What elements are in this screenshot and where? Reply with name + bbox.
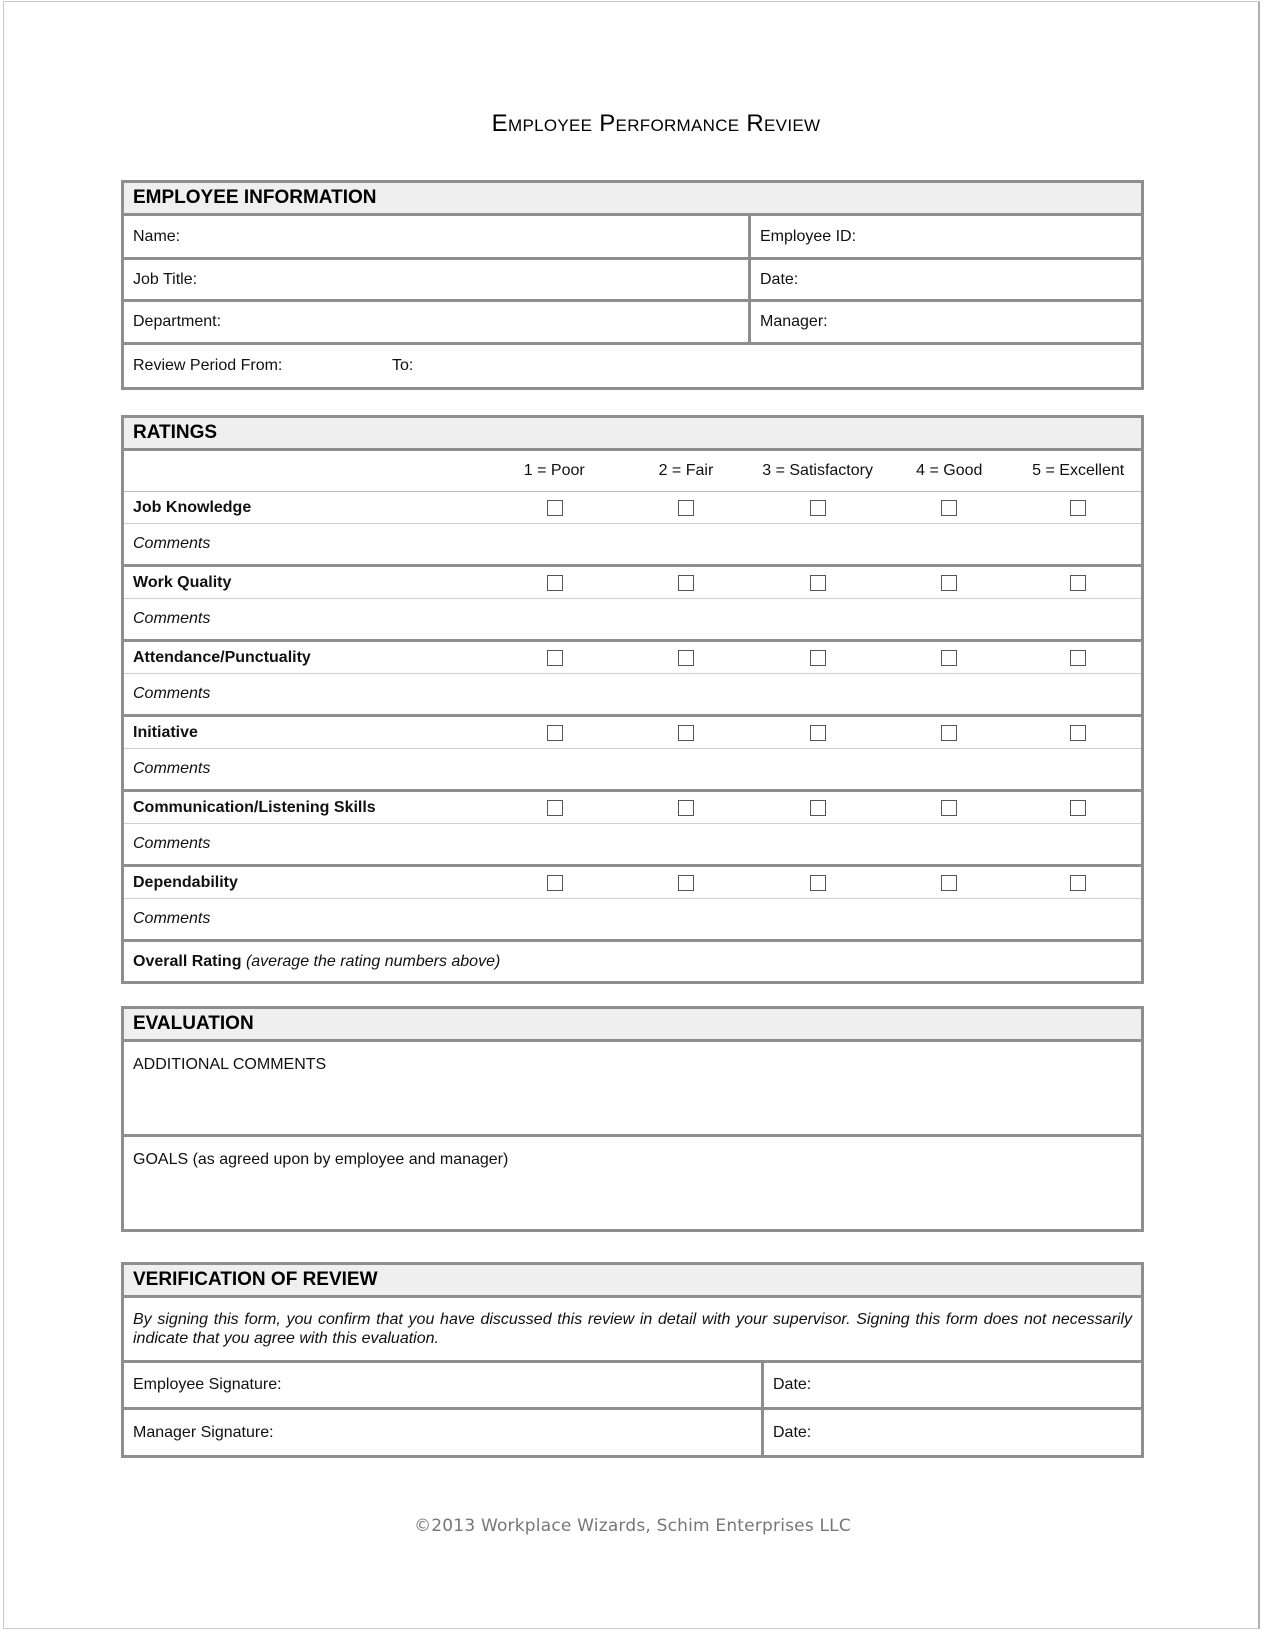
employee-signature-label: Employee Signature: <box>133 1376 282 1393</box>
rating-cell <box>752 500 883 516</box>
rating-cell <box>883 875 1015 891</box>
rating-cell <box>1015 875 1141 891</box>
rating-row <box>124 792 1141 824</box>
rating-cell <box>489 650 620 666</box>
goals-field[interactable] <box>124 1137 1141 1229</box>
comments-field[interactable]: Comments <box>124 749 1141 792</box>
rating-cell <box>620 800 752 816</box>
job-title-row <box>124 260 1141 302</box>
name-field[interactable] <box>124 216 748 257</box>
rating-scale-header <box>124 451 1141 492</box>
comments-field[interactable]: Comments <box>124 674 1141 717</box>
copyright-footer: ©2013 Workplace Wizards, Schim Enterprises LLC <box>414 1516 851 1536</box>
rating-checkbox-5[interactable] <box>1070 575 1086 591</box>
evaluation-heading: EVALUATION <box>124 1009 1141 1042</box>
goals-label: GOALS (as agreed upon by employee and manager) <box>133 1151 509 1168</box>
overall-rating-note: (average the rating numbers above) <box>245 953 501 970</box>
ratings-heading: RATINGS <box>124 418 1141 451</box>
job-title-field[interactable] <box>124 260 748 299</box>
criterion-label: Initiative <box>133 723 198 741</box>
rating-cell <box>1015 575 1141 591</box>
criterion-label: Attendance/Punctuality <box>133 648 311 666</box>
additional-comments-label: ADDITIONAL COMMENTS <box>133 1056 327 1073</box>
rating-cell <box>1015 500 1141 516</box>
rating-checkbox-4[interactable] <box>941 650 957 666</box>
manager-date-label: Date: <box>773 1423 812 1441</box>
review-period-to-label: To: <box>392 357 414 374</box>
rating-checkbox-2[interactable] <box>678 800 694 816</box>
comments-field[interactable]: Comments <box>124 899 1141 942</box>
manager-signature-field[interactable] <box>124 1410 761 1455</box>
rating-checkbox-5[interactable] <box>1070 500 1086 516</box>
name-label: Name: <box>133 227 181 245</box>
rating-cell <box>883 725 1015 741</box>
rating-checkbox-4[interactable] <box>941 725 957 741</box>
rating-checkbox-3[interactable] <box>810 800 826 816</box>
employee-date-field[interactable] <box>761 1363 1141 1407</box>
overall-rating-label: Overall Rating <box>133 953 242 970</box>
name-row <box>124 216 1141 260</box>
rating-checkbox-4[interactable] <box>941 575 957 591</box>
rating-checkbox-3[interactable] <box>810 725 826 741</box>
rating-row <box>124 717 1141 749</box>
department-row <box>124 302 1141 345</box>
rating-row <box>124 867 1141 899</box>
evaluation-section <box>121 1006 1144 1232</box>
rating-checkbox-4[interactable] <box>941 500 957 516</box>
rating-cell <box>489 500 620 516</box>
rating-checkbox-2[interactable] <box>678 500 694 516</box>
employee-information-heading: EMPLOYEE INFORMATION <box>124 183 1141 216</box>
scale-label-1: 1 = Poor <box>523 462 585 479</box>
criterion-label: Dependability <box>133 873 238 891</box>
rating-cell <box>752 650 883 666</box>
comments-field[interactable]: Comments <box>124 599 1141 642</box>
rating-checkbox-2[interactable] <box>678 650 694 666</box>
scale-label-3: 3 = Satisfactory <box>762 462 873 479</box>
employee-id-label: Employee ID: <box>760 227 857 245</box>
manager-date-field[interactable] <box>761 1410 1141 1455</box>
comments-field[interactable]: Comments <box>124 824 1141 867</box>
date-field[interactable] <box>748 260 1141 299</box>
rating-cell <box>1015 800 1141 816</box>
criterion-label: Job Knowledge <box>133 498 252 516</box>
employee-signature-row <box>124 1363 1141 1410</box>
review-period-from-label: Review Period From: <box>133 357 283 374</box>
rating-checkbox-3[interactable] <box>810 500 826 516</box>
rating-cell <box>620 500 752 516</box>
rating-cell <box>620 650 752 666</box>
rating-checkbox-1[interactable] <box>547 500 563 516</box>
rating-checkbox-1[interactable] <box>547 650 563 666</box>
rating-checkbox-5[interactable] <box>1070 650 1086 666</box>
rating-checkbox-2[interactable] <box>678 875 694 891</box>
rating-checkbox-1[interactable] <box>547 725 563 741</box>
additional-comments-field[interactable] <box>124 1042 1141 1137</box>
rating-checkbox-1[interactable] <box>547 875 563 891</box>
job-title-label: Job Title: <box>133 270 198 288</box>
rating-checkbox-5[interactable] <box>1070 800 1086 816</box>
rating-cell <box>883 500 1015 516</box>
rating-cell <box>752 725 883 741</box>
rating-cell <box>883 800 1015 816</box>
rating-cell <box>620 575 752 591</box>
verification-heading: VERIFICATION OF REVIEW <box>124 1265 1141 1298</box>
rating-cell <box>883 575 1015 591</box>
manager-signature-row <box>124 1410 1141 1455</box>
date-label: Date: <box>760 270 799 288</box>
rating-checkbox-1[interactable] <box>547 575 563 591</box>
rating-checkbox-5[interactable] <box>1070 875 1086 891</box>
rating-cell <box>620 875 752 891</box>
employee-information-section <box>121 180 1144 390</box>
rating-cell <box>489 875 620 891</box>
comments-field[interactable]: Comments <box>124 524 1141 567</box>
employee-date-label: Date: <box>773 1376 812 1393</box>
rating-cell <box>1015 725 1141 741</box>
rating-checkbox-4[interactable] <box>941 875 957 891</box>
manager-signature-label: Manager Signature: <box>133 1423 274 1441</box>
verification-statement: By signing this form, you confirm that you have discussed this review in detail with your supervisor. Signing this form does not necessarily indicate that you agree with this evaluation. <box>124 1298 1141 1363</box>
manager-label: Manager: <box>760 313 828 330</box>
employee-id-field[interactable] <box>748 216 1141 257</box>
rating-checkbox-2[interactable] <box>678 725 694 741</box>
rating-cell <box>883 650 1015 666</box>
rating-cell <box>752 875 883 891</box>
criterion-label: Communication/Listening Skills <box>133 798 376 816</box>
scale-label-5: 5 = Excellent <box>1032 462 1125 479</box>
rating-checkbox-1[interactable] <box>547 800 563 816</box>
department-field[interactable] <box>124 302 748 342</box>
review-period-from-field[interactable] <box>124 345 383 387</box>
rating-cell <box>489 800 620 816</box>
rating-cell <box>620 725 752 741</box>
verification-section <box>121 1262 1144 1458</box>
page-title: Employee Performance Review <box>491 110 821 137</box>
scale-label-2: 2 = Fair <box>658 462 714 479</box>
rating-checkbox-2[interactable] <box>678 575 694 591</box>
rating-cell <box>489 575 620 591</box>
rating-cell <box>1015 650 1141 666</box>
overall-rating-row[interactable] <box>124 942 1141 981</box>
criterion-label: Work Quality <box>133 573 232 591</box>
rating-row <box>124 492 1141 524</box>
manager-field[interactable] <box>748 302 1141 342</box>
employee-signature-field[interactable] <box>124 1363 761 1407</box>
rating-cell <box>752 800 883 816</box>
rating-checkbox-4[interactable] <box>941 800 957 816</box>
scale-label-4: 4 = Good <box>916 462 983 479</box>
rating-checkbox-5[interactable] <box>1070 725 1086 741</box>
rating-checkbox-3[interactable] <box>810 575 826 591</box>
criteria-list <box>124 492 1141 942</box>
review-period-row <box>124 345 1141 387</box>
rating-cell <box>752 575 883 591</box>
rating-row <box>124 567 1141 599</box>
rating-row <box>124 642 1141 674</box>
department-label: Department: <box>133 313 222 330</box>
review-period-to-field[interactable] <box>383 345 1141 387</box>
rating-checkbox-3[interactable] <box>810 650 826 666</box>
ratings-section <box>121 415 1144 984</box>
rating-cell <box>489 725 620 741</box>
rating-checkbox-3[interactable] <box>810 875 826 891</box>
